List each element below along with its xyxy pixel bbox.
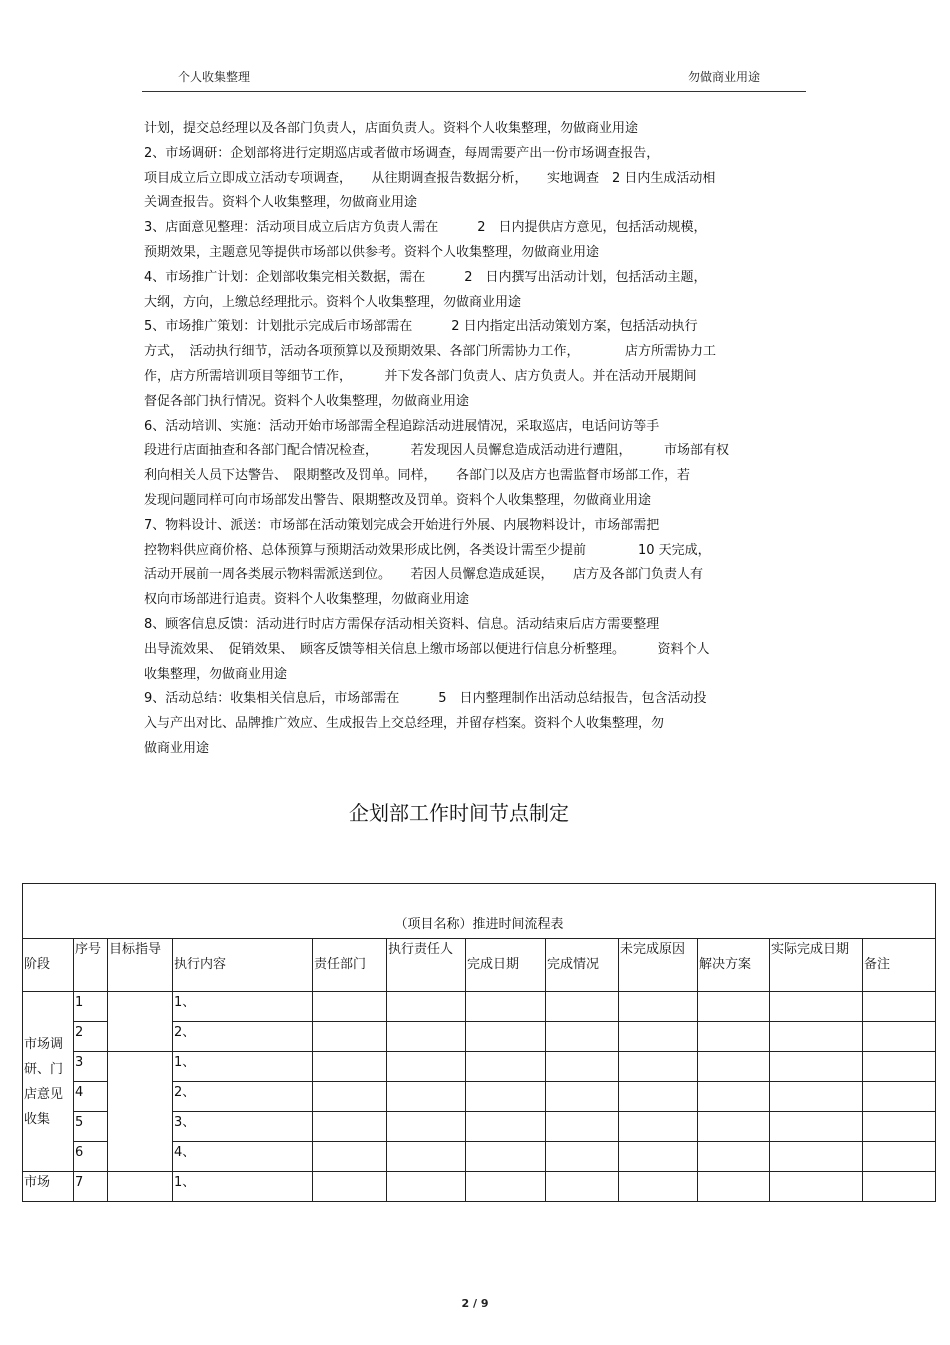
empty-cell bbox=[770, 1082, 863, 1112]
empty-cell bbox=[387, 1142, 466, 1172]
paragraph-line: 督促各部门执行情况。资料个人收集整理，勿做商业用途 bbox=[144, 393, 470, 409]
empty-cell bbox=[466, 1052, 546, 1082]
paragraph-line: 利向相关人员下达警告、 限期整改及罚单。同样， 各部门以及店方也需监督市场部工作，若 bbox=[144, 468, 691, 484]
content-cell: 1、 bbox=[173, 1052, 313, 1082]
section-title: 企划部工作时间节点制定 bbox=[349, 801, 569, 825]
empty-cell bbox=[313, 1142, 387, 1172]
header-solution: 解决方案 bbox=[698, 939, 770, 992]
empty-cell bbox=[698, 1052, 770, 1082]
empty-cell bbox=[387, 1052, 466, 1082]
empty-cell bbox=[387, 1082, 466, 1112]
paragraph-line: 4、市场推广计划：企划部收集完相关数据，需在 2 日内撰写出活动计划，包括活动主题， bbox=[144, 269, 707, 285]
empty-cell bbox=[698, 1082, 770, 1112]
empty-cell bbox=[863, 1022, 936, 1052]
paragraph-line: 出导流效果、 促销效果、 顾客反馈等相关信息上缴市场部以便进行信息分析整理。 资料个人 bbox=[144, 641, 710, 657]
empty-cell bbox=[863, 1172, 936, 1202]
empty-cell bbox=[698, 992, 770, 1022]
paragraph-line: 项目成立后立即成立活动专项调查， 从往期调查报告数据分析， 实地调查 2 日内生成活动相 bbox=[144, 170, 716, 186]
target-cell bbox=[108, 1172, 173, 1202]
empty-cell bbox=[387, 1172, 466, 1202]
empty-cell bbox=[313, 1112, 387, 1142]
seq-cell: 7 bbox=[74, 1172, 108, 1202]
empty-cell bbox=[619, 1082, 698, 1112]
paragraph-line: 活动开展前一周各类展示物料需派送到位。 若因人员懈怠造成延误， 店方及各部门负责人有 bbox=[144, 567, 704, 583]
paragraph-line: 控物料供应商价格、总体预算与预期活动效果形成比例，各类设计需至少提前 10 天完成， bbox=[144, 542, 711, 558]
table-caption: （项目名称）推进时间流程表 bbox=[23, 884, 936, 939]
empty-cell bbox=[387, 1112, 466, 1142]
content-cell: 4、 bbox=[173, 1142, 313, 1172]
empty-cell bbox=[863, 992, 936, 1022]
page-number: 2 / 9 bbox=[461, 1297, 489, 1310]
empty-cell bbox=[466, 1172, 546, 1202]
empty-cell bbox=[619, 1172, 698, 1202]
timeline-table bbox=[22, 883, 936, 1202]
empty-cell bbox=[466, 1022, 546, 1052]
empty-cell bbox=[619, 1022, 698, 1052]
empty-cell bbox=[546, 1022, 619, 1052]
header-note: 备注 bbox=[863, 939, 936, 992]
empty-cell bbox=[546, 1142, 619, 1172]
paragraph-line: 5、市场推广策划：计划批示完成后市场部需在 2 日内指定出活动策划方案，包括活动执行 bbox=[144, 319, 698, 335]
header-dept: 责任部门 bbox=[313, 939, 387, 992]
empty-cell bbox=[546, 1052, 619, 1082]
content-cell: 1、 bbox=[173, 1172, 313, 1202]
content-cell: 1、 bbox=[173, 992, 313, 1022]
stage-cell: 市场调研、门店意见收集 bbox=[23, 992, 74, 1172]
empty-cell bbox=[546, 1172, 619, 1202]
paragraph-line: 权向市场部进行追责。资料个人收集整理，勿做商业用途 bbox=[144, 592, 470, 608]
header-reason: 未完成原因 bbox=[619, 939, 698, 992]
empty-cell bbox=[466, 1082, 546, 1112]
paragraph-line: 9、活动总结：收集相关信息后，市场部需在 5 日内整理制作出活动总结报告，包含活动投 bbox=[144, 691, 707, 707]
empty-cell bbox=[619, 1052, 698, 1082]
empty-cell bbox=[863, 1082, 936, 1112]
empty-cell bbox=[546, 1082, 619, 1112]
empty-cell bbox=[313, 1052, 387, 1082]
paragraph-line: 3、店面意见整理：活动项目成立后店方负责人需在 2 日内提供店方意见，包括活动规模， bbox=[144, 220, 707, 236]
empty-cell bbox=[619, 1142, 698, 1172]
empty-cell bbox=[770, 1112, 863, 1142]
empty-cell bbox=[387, 992, 466, 1022]
empty-cell bbox=[770, 1172, 863, 1202]
empty-cell bbox=[698, 1022, 770, 1052]
content-cell: 2、 bbox=[173, 1022, 313, 1052]
paragraph-line: 7、物料设计、派送：市场部在活动策划完成会开始进行外展、内展物料设计，市场部需把 bbox=[144, 517, 660, 533]
header-divider bbox=[142, 91, 806, 92]
paragraph-line: 8、顾客信息反馈：活动进行时店方需保存活动相关资料、信息。活动结束后店方需要整理 bbox=[144, 616, 660, 632]
header-right: 勿做商业用途 bbox=[688, 70, 761, 84]
empty-cell bbox=[770, 992, 863, 1022]
header-stage: 阶段 bbox=[23, 939, 74, 992]
header-seq: 序号 bbox=[74, 939, 108, 992]
empty-cell bbox=[466, 992, 546, 1022]
seq-cell: 2 bbox=[74, 1022, 108, 1052]
header-content: 执行内容 bbox=[173, 939, 313, 992]
empty-cell bbox=[770, 1142, 863, 1172]
paragraph-line: 作，店方所需培训项目等细节工作， 并下发各部门负责人、店方负责人。并在活动开展期间 bbox=[144, 368, 697, 384]
empty-cell bbox=[619, 992, 698, 1022]
empty-cell bbox=[770, 1052, 863, 1082]
empty-cell bbox=[313, 992, 387, 1022]
header-date: 完成日期 bbox=[466, 939, 546, 992]
seq-cell: 6 bbox=[74, 1142, 108, 1172]
header-status: 完成情况 bbox=[546, 939, 619, 992]
empty-cell bbox=[770, 1022, 863, 1052]
content-cell: 3、 bbox=[173, 1112, 313, 1142]
empty-cell bbox=[619, 1112, 698, 1142]
seq-cell: 3 bbox=[74, 1052, 108, 1082]
empty-cell bbox=[863, 1112, 936, 1142]
paragraph-line: 2、市场调研：企划部将进行定期巡店或者做市场调查，每周需要产出一份市场调查报告， bbox=[144, 145, 660, 161]
empty-cell bbox=[698, 1172, 770, 1202]
target-cell bbox=[108, 1052, 173, 1172]
empty-cell bbox=[313, 1022, 387, 1052]
empty-cell bbox=[863, 1142, 936, 1172]
paragraph-line: 计划，提交总经理以及各部门负责人，店面负责人。资料个人收集整理，勿做商业用途 bbox=[144, 121, 639, 136]
empty-cell bbox=[466, 1112, 546, 1142]
paragraph-line: 收集整理，勿做商业用途 bbox=[144, 666, 288, 682]
empty-cell bbox=[698, 1112, 770, 1142]
empty-cell bbox=[387, 1022, 466, 1052]
header-actual: 实际完成日期 bbox=[770, 939, 863, 992]
content-cell: 2、 bbox=[173, 1082, 313, 1112]
empty-cell bbox=[698, 1142, 770, 1172]
paragraph-line: 做商业用途 bbox=[144, 740, 210, 756]
header-left: 个人收集整理 bbox=[178, 70, 251, 84]
paragraph-line: 关调查报告。资料个人收集整理，勿做商业用途 bbox=[144, 195, 418, 211]
paragraph-line: 方式， 活动执行细节，活动各项预算以及预期效果、各部门所需协力工作， 店方所需协力工 bbox=[144, 344, 717, 360]
stage-cell: 市场 bbox=[23, 1172, 74, 1202]
seq-cell: 1 bbox=[74, 992, 108, 1022]
empty-cell bbox=[863, 1052, 936, 1082]
paragraph-line: 6、活动培训、实施：活动开始市场部需全程追踪活动进展情况，采取巡店，电话问访等手 bbox=[144, 418, 660, 434]
paragraph-line: 段进行店面抽查和各部门配合情况检查， 若发现因人员懈怠造成活动进行遭阻， 市场部有权 bbox=[144, 443, 730, 459]
empty-cell bbox=[313, 1172, 387, 1202]
empty-cell bbox=[466, 1142, 546, 1172]
header-target: 目标指导 bbox=[108, 939, 173, 992]
empty-cell bbox=[546, 1112, 619, 1142]
paragraph-line: 入与产出对比、品牌推广效应、生成报告上交总经理，并留存档案。资料个人收集整理，勿 bbox=[144, 716, 665, 732]
paragraph-line: 发现问题同样可向市场部发出警告、限期整改及罚单。资料个人收集整理，勿做商业用途 bbox=[144, 492, 652, 508]
target-cell bbox=[108, 992, 173, 1052]
seq-cell: 4 bbox=[74, 1082, 108, 1112]
header-person: 执行责任人 bbox=[387, 939, 466, 992]
paragraph-line: 预期效果，主题意见等提供市场部以供参考。资料个人收集整理，勿做商业用途 bbox=[144, 244, 600, 260]
paragraph-line: 大纲，方向，上缴总经理批示。资料个人收集整理，勿做商业用途 bbox=[144, 294, 522, 310]
empty-cell bbox=[546, 992, 619, 1022]
body-text bbox=[144, 118, 804, 763]
seq-cell: 5 bbox=[74, 1112, 108, 1142]
empty-cell bbox=[313, 1082, 387, 1112]
